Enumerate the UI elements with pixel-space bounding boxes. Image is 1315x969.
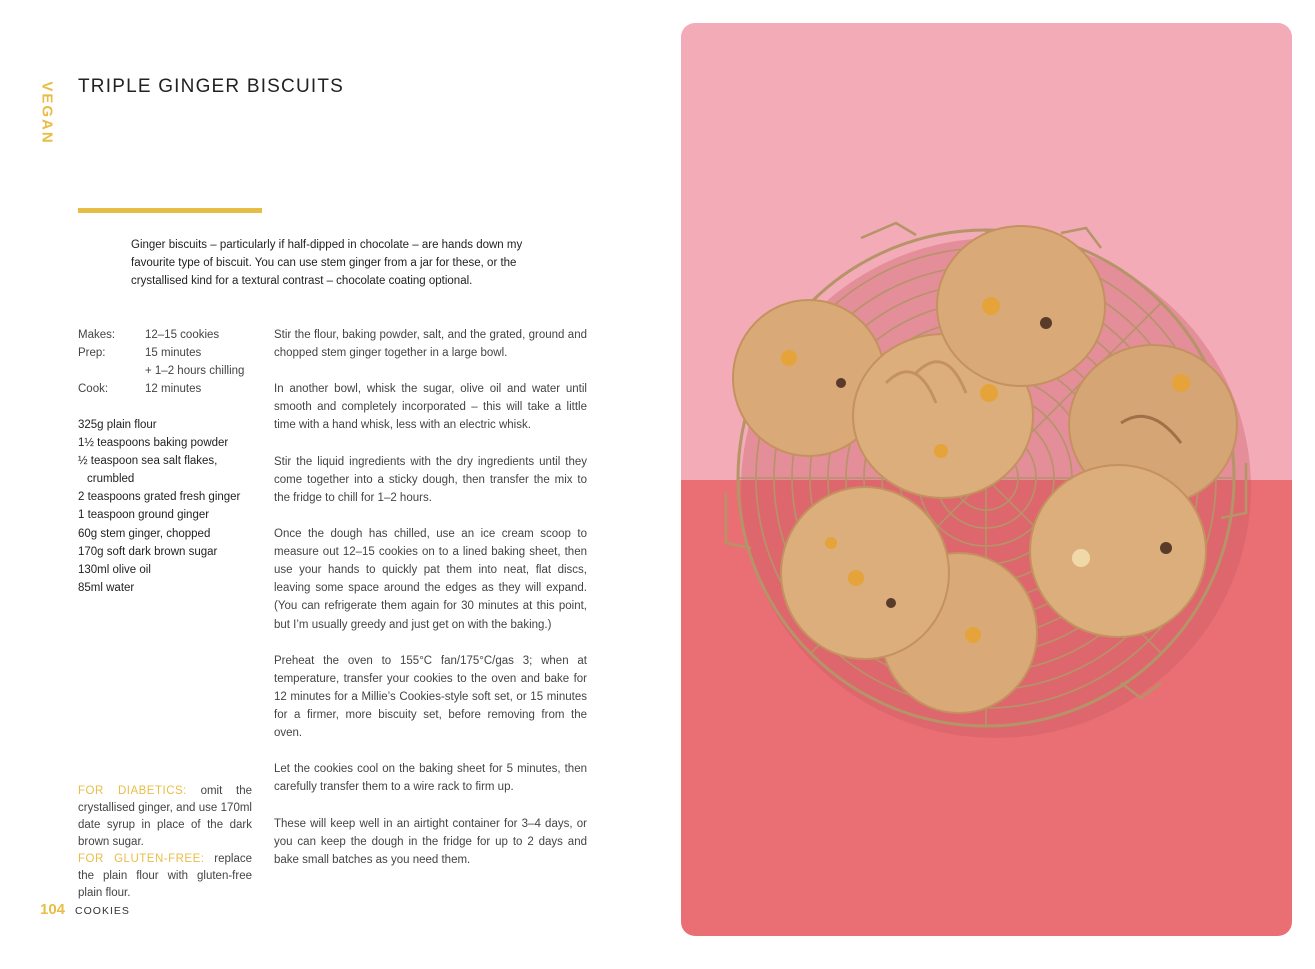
ingredient-item: 170g soft dark brown sugar: [78, 545, 218, 558]
diabetics-note: [78, 783, 252, 851]
title-divider: [78, 208, 262, 213]
method-step: Stir the flour, baking powder, salt, and the grated, ground and chopped stem ginger together in a large bowl.: [274, 329, 587, 360]
ingredient-item: 60g stem ginger, chopped: [78, 527, 211, 540]
recipe-meta: [78, 326, 258, 398]
ingredient-item: 325g plain flour: [78, 419, 157, 431]
gluten-free-note-text: replace the plain flour with gluten-free plain flour.: [78, 853, 252, 899]
method-step: Stir the liquid ingredients with the dry ingredients until they come together into a sticky dough, then transfer the mix to the fridge to chill for 1–2 hours.: [274, 455, 587, 504]
cookies-photo: [681, 23, 1292, 936]
meta-value: 12 minutes: [145, 383, 202, 395]
section-name: COOKIES: [75, 905, 130, 917]
method-step: In another bowl, whisk the sugar, olive oil and water until smooth and completely incorporated – this will take a little time with a hand whisk, less with an electric whisk.: [274, 383, 587, 432]
meta-value: 15 minutes: [145, 347, 202, 359]
meta-label: Prep:: [78, 347, 106, 359]
recipe-intro: Ginger biscuits – particularly if half-dipped in chocolate – are hands down my favourite type of biscuit. You can use stem ginger from a jar for these, or the crystallised kind for a textural contrast – chocolate coating optional.: [131, 239, 523, 287]
diabetics-note-label: FOR DIABETICS:: [78, 785, 187, 797]
recipe-title: TRIPLE GINGER BISCUITS: [78, 76, 345, 97]
meta-label: Makes:: [78, 329, 116, 341]
page-footer: [40, 901, 130, 918]
ingredient-item: 1½ teaspoons baking powder: [78, 437, 229, 450]
method-steps: [274, 326, 587, 887]
cookie: [937, 226, 1105, 386]
meta-label: [78, 362, 145, 380]
ingredient-item: 1 teaspoon ground ginger: [78, 509, 210, 522]
method-step: Preheat the oven to 155°C fan/175°C/gas 3; when at temperature, transfer your cookies to the oven and bake for 12 minutes for a Millie’s Cookies-style soft set, or 15 minutes for a firmer, more biscuity set, before removing from the oven.: [274, 654, 587, 740]
gluten-free-note-label: FOR GLUTEN-FREE:: [78, 853, 205, 865]
ingredient-list: [78, 416, 263, 597]
method-step: Once the dough has chilled, use an ice cream scoop to measure out 12–15 cookies on to a lined baking sheet, then use your hands to quickly pat them into neat, flat discs, leaving some space around the edges as they will expand. (You can refrigerate them again for 30 minutes at this point, but I’m usually greedy and just get on with the baking.): [274, 528, 587, 631]
diet-tag: [37, 78, 57, 148]
cookie: [781, 487, 949, 659]
meta-value: 12–15 cookies: [145, 329, 220, 341]
diabetics-note-text: omit the crystallised ginger, and use 170ml date syrup in place of the dark brown sugar.: [78, 785, 252, 848]
meta-label: Cook:: [78, 383, 109, 395]
meta-row-prep: [78, 344, 258, 362]
meta-row-cook: [78, 380, 258, 398]
meta-value: + 1–2 hours chilling: [145, 365, 245, 377]
cookies-illustration: [681, 23, 1292, 936]
cookie: [1030, 465, 1206, 637]
meta-row-makes: [78, 326, 258, 344]
ingredient-item: ½ teaspoon sea salt flakes, crumbled: [78, 455, 218, 486]
gluten-free-note: [78, 851, 252, 902]
ingredient-item: 2 teaspoons grated fresh ginger: [78, 491, 241, 504]
ingredient-item: 85ml water: [78, 581, 135, 594]
method-step: Let the cookies cool on the baking sheet for 5 minutes, then carefully transfer them to a wire rack to firm up.: [274, 763, 587, 794]
page-number: 104: [40, 901, 66, 918]
ingredient-item: 130ml olive oil: [78, 563, 151, 576]
method-step: These will keep well in an airtight container for 3–4 days, or you can keep the dough in the fridge for up to 2 days and bake small batches as you need them.: [274, 817, 587, 866]
diet-tag-label: VEGAN: [38, 81, 56, 145]
meta-row-chilling: [78, 362, 258, 380]
